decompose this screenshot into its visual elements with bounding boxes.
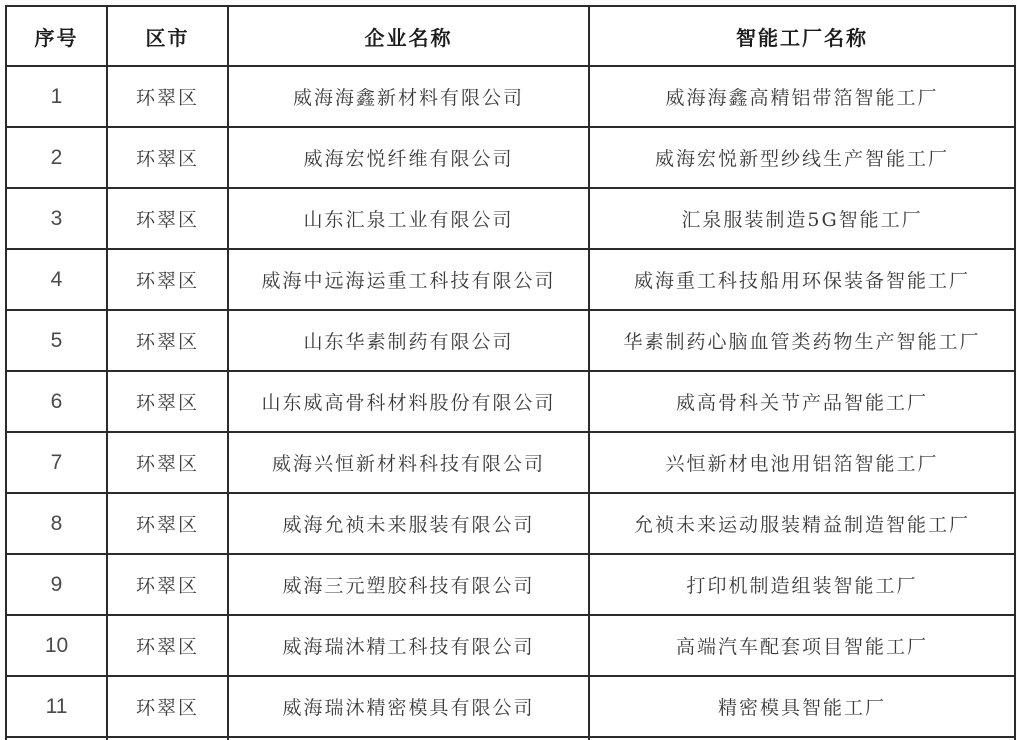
cell-index: 3	[6, 188, 107, 249]
table-row	[6, 615, 1015, 676]
table-row	[6, 249, 1015, 310]
cell-district: 环翠区	[107, 66, 228, 127]
cell-factory: 威海宏悦新型纱线生产智能工厂	[589, 127, 1015, 188]
cell-index: 1	[6, 66, 107, 127]
cell-company: 山东威高骨科材料股份有限公司	[228, 371, 589, 432]
cell-company: 威海允祯未来服装有限公司	[228, 493, 589, 554]
header-row	[6, 6, 1015, 66]
cell-district: 环翠区	[107, 127, 228, 188]
column-header-factory: 智能工厂名称	[589, 6, 1015, 66]
cell-factory: 威高骨科关节产品智能工厂	[589, 371, 1015, 432]
table-row	[6, 127, 1015, 188]
cell-factory: 华素制药心脑血管类药物生产智能工厂	[589, 310, 1015, 371]
cell-company: 威海瑞沐精工科技有限公司	[228, 615, 589, 676]
cell-factory: 高端汽车配套项目智能工厂	[589, 615, 1015, 676]
cell-district: 环翠区	[107, 188, 228, 249]
cell-factory: 打印机制造组装智能工厂	[589, 554, 1015, 615]
smart-factory-table	[5, 5, 1016, 740]
cell-factory: 精密模具智能工厂	[589, 676, 1015, 737]
column-header-index: 序号	[6, 6, 107, 66]
cell-factory: 汇泉服装制造5G智能工厂	[589, 188, 1015, 249]
cell-factory: 威海重工科技船用环保装备智能工厂	[589, 249, 1015, 310]
cell-company: 威海瑞沐精密模具有限公司	[228, 676, 589, 737]
cell-index: 8	[6, 493, 107, 554]
cell-company: 威海兴恒新材料科技有限公司	[228, 432, 589, 493]
cell-company: 威海三元塑胶科技有限公司	[228, 554, 589, 615]
cell-index: 7	[6, 432, 107, 493]
table-header	[6, 6, 1015, 66]
table-row	[6, 310, 1015, 371]
cell-index: 10	[6, 615, 107, 676]
table-body	[6, 66, 1015, 737]
cell-factory: 威海海鑫高精铝带箔智能工厂	[589, 66, 1015, 127]
table-row	[6, 66, 1015, 127]
table-row	[6, 371, 1015, 432]
cell-index: 11	[6, 676, 107, 737]
cell-district: 环翠区	[107, 432, 228, 493]
cell-factory: 兴恒新材电池用铝箔智能工厂	[589, 432, 1015, 493]
cell-company: 威海海鑫新材料有限公司	[228, 66, 589, 127]
cell-district: 环翠区	[107, 310, 228, 371]
cell-index: 6	[6, 371, 107, 432]
column-header-district: 区市	[107, 6, 228, 66]
cell-index: 9	[6, 554, 107, 615]
cell-district: 环翠区	[107, 371, 228, 432]
cell-district: 环翠区	[107, 249, 228, 310]
cell-company: 山东华素制药有限公司	[228, 310, 589, 371]
column-header-company: 企业名称	[228, 6, 589, 66]
cell-district: 环翠区	[107, 554, 228, 615]
table-row	[6, 676, 1015, 737]
cell-district: 环翠区	[107, 676, 228, 737]
cell-company: 威海中远海运重工科技有限公司	[228, 249, 589, 310]
cell-company: 威海宏悦纤维有限公司	[228, 127, 589, 188]
cell-district: 环翠区	[107, 615, 228, 676]
cell-company: 山东汇泉工业有限公司	[228, 188, 589, 249]
cell-index: 2	[6, 127, 107, 188]
table-row	[6, 432, 1015, 493]
table-row	[6, 554, 1015, 615]
cell-district: 环翠区	[107, 493, 228, 554]
cell-factory: 允祯未来运动服装精益制造智能工厂	[589, 493, 1015, 554]
cell-index: 4	[6, 249, 107, 310]
cell-index: 5	[6, 310, 107, 371]
table-row	[6, 493, 1015, 554]
table-row	[6, 188, 1015, 249]
